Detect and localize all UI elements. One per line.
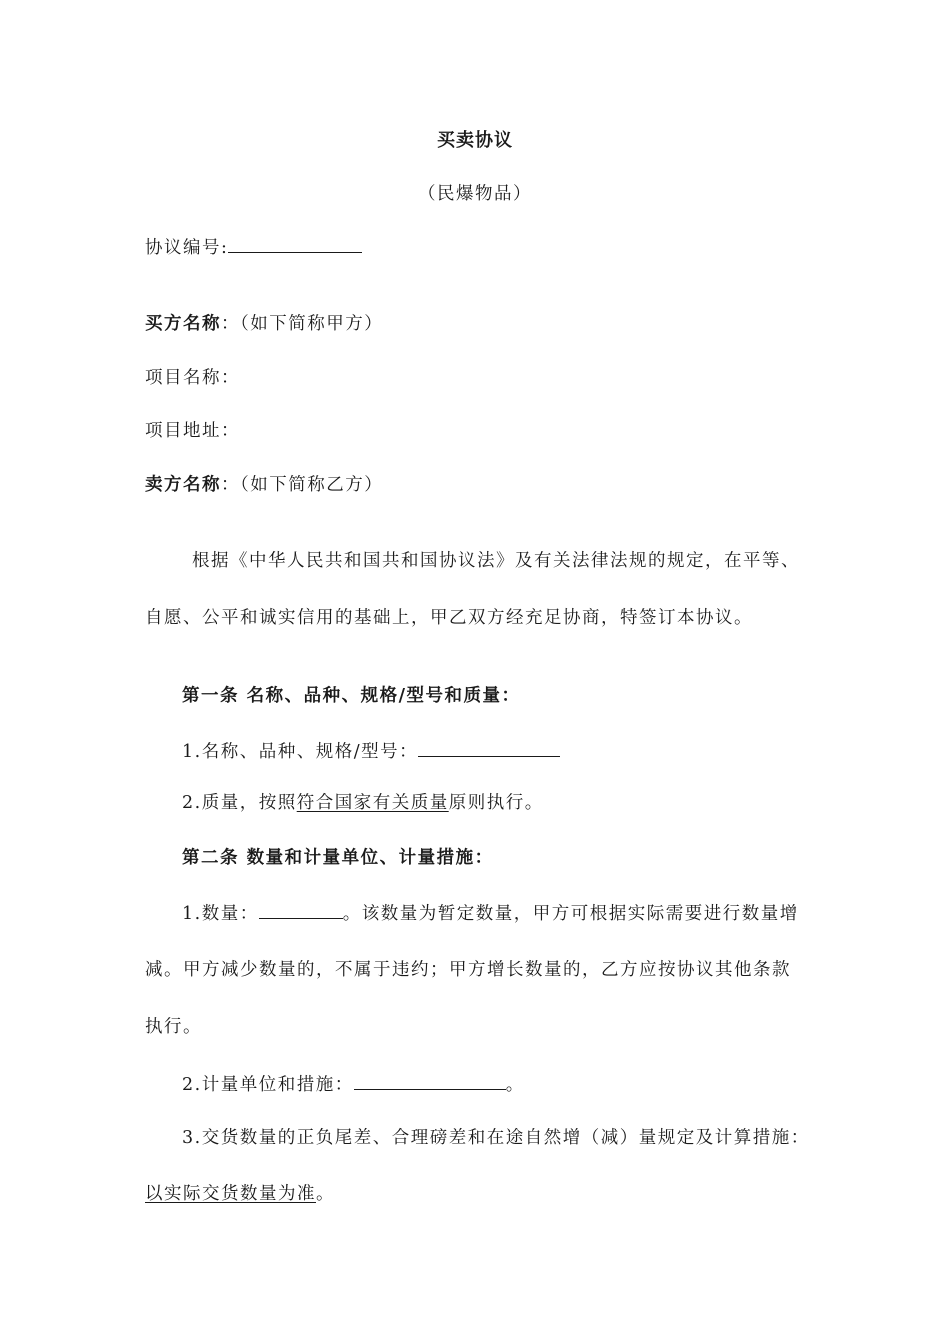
- preamble-line-1: 根据《中华人民共和国共和国协议法》及有关法律法规的规定，在平等、: [192, 551, 800, 571]
- article1-item1-blank: [418, 738, 560, 757]
- article2-item3-underlined: 以实际交货数量为准: [145, 1184, 316, 1204]
- seller-note: （如下简称乙方）: [240, 475, 384, 495]
- article1-item2-suffix: 原则执行。: [448, 793, 544, 813]
- agreement-number-blank: [228, 234, 362, 253]
- article1-item2-underlined: 符合国家有关质量: [296, 793, 449, 813]
- preamble-line-2: 自愿、公平和诚实信用的基础上，甲乙双方经充足协商，特签订本协议。: [145, 608, 753, 628]
- document-title: 买卖协议: [437, 130, 513, 151]
- article2-item1: [182, 900, 799, 926]
- article2-item3-line1: 3.交货数量的正负尾差、合理磅差和在途自然增（减）量规定及计算措施：: [182, 1128, 810, 1148]
- buyer-colon: ：: [221, 314, 240, 334]
- article1-item2: [182, 791, 544, 815]
- article2-item1-prefix: 1.数量：: [182, 904, 259, 924]
- article2-item2-prefix: 2.计量单位和措施：: [182, 1075, 354, 1095]
- article1-heading: 第一条 名称、品种、规格/型号和质量：: [182, 686, 521, 706]
- buyer-note: （如下简称甲方）: [240, 314, 384, 334]
- article2-item3-line2: [145, 1182, 335, 1206]
- article2-item1-blank: [259, 900, 343, 919]
- article2-item3-end: 。: [316, 1184, 335, 1204]
- buyer-line: [145, 312, 383, 336]
- article2-item1-line3: 执行。: [145, 1017, 202, 1037]
- document-subtitle: （民爆物品）: [418, 184, 532, 204]
- article1-item1-label: 1.名称、品种、规格/型号：: [182, 742, 419, 762]
- article1-item1: [182, 738, 560, 764]
- agreement-number-label: 协议编号:: [145, 238, 229, 258]
- article2-item1-line2: 减。甲方减少数量的，不属于违约；甲方增长数量的，乙方应按协议其他条款: [145, 960, 791, 980]
- article1-item2-prefix: 2.质量，按照: [182, 793, 297, 813]
- project-address-line: 项目地址：: [145, 421, 240, 441]
- agreement-number-line: [145, 234, 362, 260]
- buyer-label: 买方名称: [145, 314, 221, 334]
- article2-item1-suffix: 。该数量为暂定数量，甲方可根据实际需要进行数量增: [342, 904, 799, 924]
- article2-item2-blank: [354, 1071, 506, 1090]
- article2-item2: [182, 1071, 525, 1097]
- seller-colon: ：: [221, 475, 240, 495]
- seller-line: [145, 473, 383, 497]
- article2-item2-suffix: 。: [505, 1075, 525, 1095]
- seller-label: 卖方名称: [145, 475, 221, 495]
- project-name-line: 项目名称：: [145, 368, 240, 388]
- article2-heading: 第二条 数量和计量单位、计量措施：: [182, 848, 494, 868]
